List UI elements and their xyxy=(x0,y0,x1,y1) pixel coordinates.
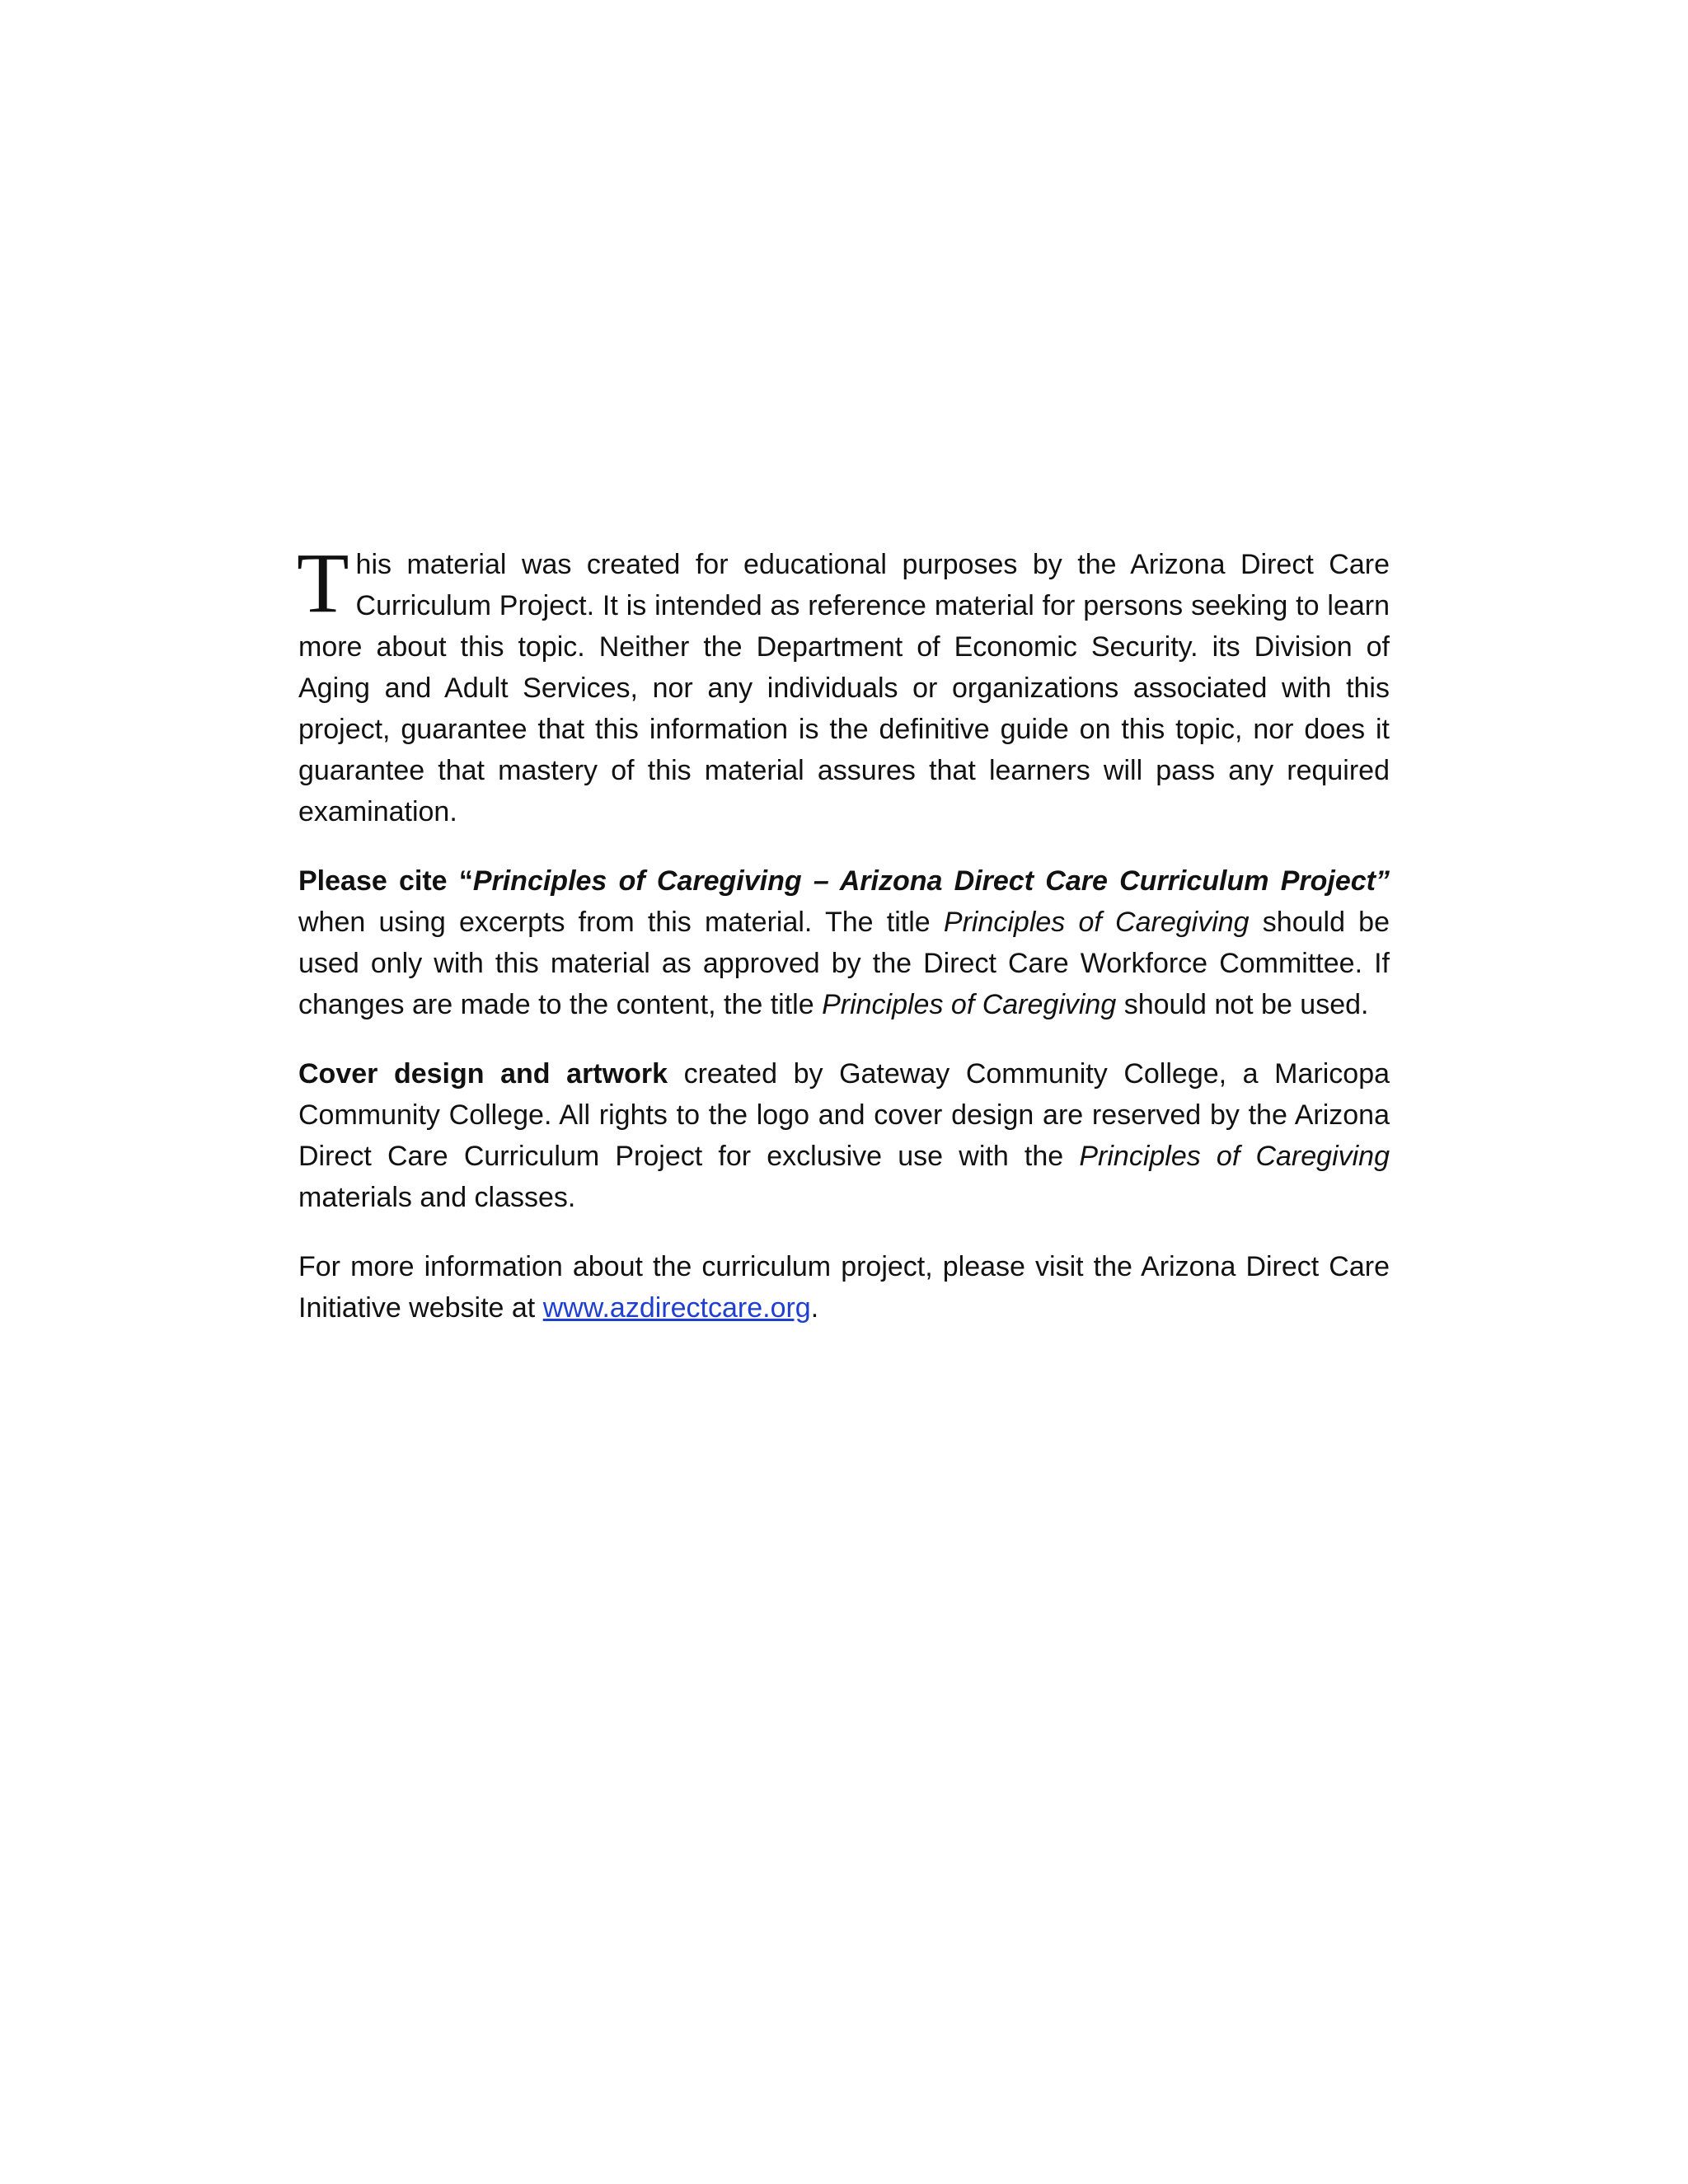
citation-paragraph xyxy=(298,860,1390,1025)
more-info-paragraph xyxy=(298,1246,1390,1329)
website-link[interactable]: www.azdirectcare.org xyxy=(542,1292,811,1324)
cover-design-text-1: created by Gateway Community College, a Maricopa Community College. All rights to the logo and cover design are reserved by the Arizona Direct Care Curriculum Project for exclusive use with the xyxy=(298,1058,1390,1172)
document-body xyxy=(297,536,1390,1357)
citation-text-2: should be used only with this material as approved by the Direct Care Workforce Committee. If changes are made to the content, the title xyxy=(298,907,1390,1020)
drop-cap-letter: T xyxy=(297,536,349,630)
citation-title-italic-2: Principles of Caregiving xyxy=(822,989,1117,1020)
disclaimer-paragraph xyxy=(297,536,1390,832)
citation-title: Principles of Caregiving – Arizona Direct Care Curriculum Project” xyxy=(472,865,1390,897)
more-info-text: For more information about the curriculum project, please visit the Arizona Direct Care Initiative website at xyxy=(298,1251,1390,1324)
cover-design-lead: Cover design and artwork xyxy=(298,1058,668,1090)
more-info-end: . xyxy=(810,1292,819,1324)
cover-design-title-italic: Principles of Caregiving xyxy=(1079,1141,1390,1172)
citation-text-1: when using excerpts from this material. The title xyxy=(298,907,944,938)
citation-text-3: should not be used. xyxy=(1116,989,1369,1020)
citation-lead: Please cite “ xyxy=(298,865,473,897)
cover-design-text-2: materials and classes. xyxy=(298,1182,576,1213)
disclaimer-text: his material was created for educational purposes by the Arizona Direct Care Curriculum Project. It is intended as reference material for persons seeking to learn more about this topic. Neither the Department of Economic Security. its Division of Aging and Adult Services, nor any individuals or organizations associated with this project, guarantee that this information is the definitive guide on this topic, nor does it guarantee that mastery of this material assures that learners will pass any required examination. xyxy=(298,549,1390,827)
citation-title-italic-1: Principles of Caregiving xyxy=(943,907,1250,938)
cover-design-paragraph xyxy=(298,1053,1390,1218)
